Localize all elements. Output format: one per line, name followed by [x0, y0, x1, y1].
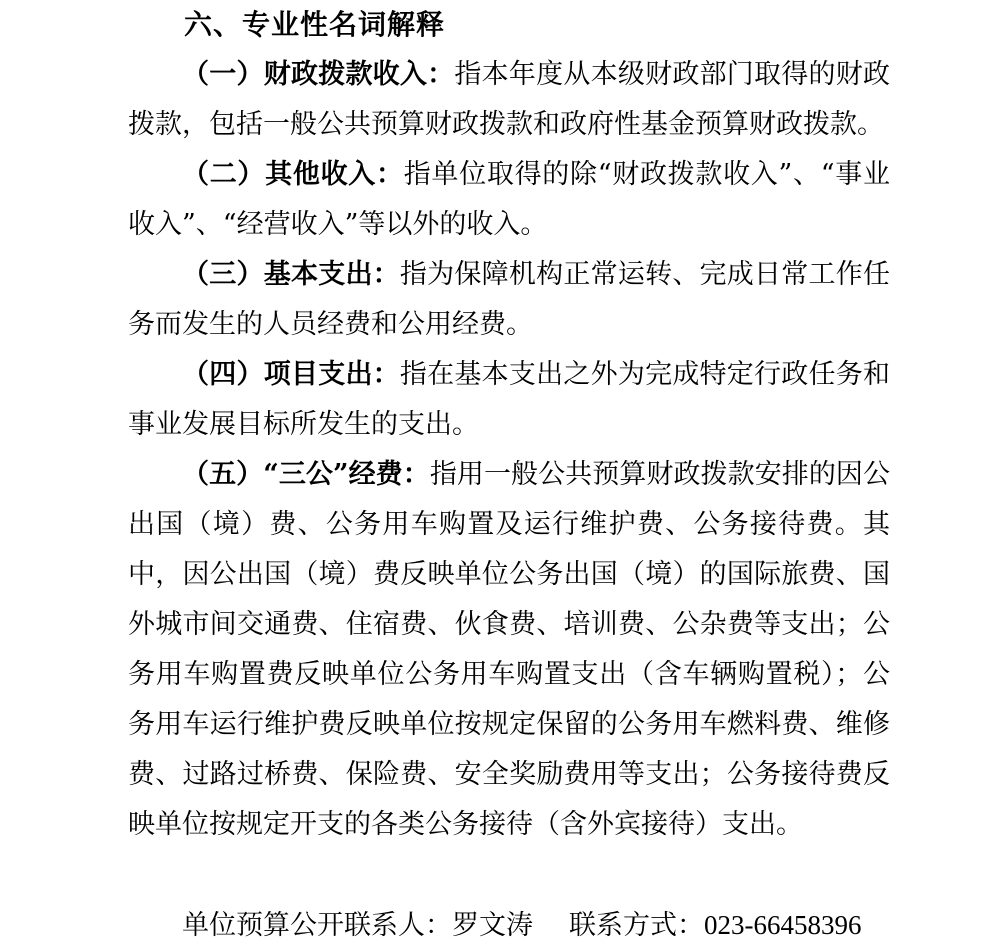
- definition-text: 指单位取得的除“财政拨款收入”、“事业收入”、“经营收入”等以外的收入。: [128, 159, 890, 240]
- section-heading: 六、专业性名词解释: [184, 8, 446, 41]
- paragraph-list: [128, 50, 890, 850]
- phone-number: 023-66458396: [704, 910, 862, 940]
- phone-label: 联系方式：: [569, 910, 704, 941]
- definition-paragraph: [128, 350, 890, 450]
- definition-paragraph: [128, 450, 890, 850]
- definition-paragraph: [128, 50, 890, 150]
- term-label: （二）其他收入：: [182, 159, 404, 190]
- definition-text: 指本年度从本级财政部门取得的财政拨款，包括一般公共预算财政拨款和政府性基金预算财政拨款。: [128, 59, 891, 140]
- definition-paragraph: [128, 150, 890, 250]
- term-label: （五）“三公”经费：: [182, 459, 430, 490]
- term-label: （一）财政拨款收入：: [182, 59, 455, 90]
- contact-line: [128, 900, 890, 951]
- definition-text: 指用一般公共预算财政拨款安排的因公出国（境）费、公务用车购置及运行维护费、公务接待费。其中，因公出国（境）费反映单位公务出国（境）的国际旅费、国外城市间交通费、住宿费、伙食费、培训费、公杂费等支出；公务用车购置费反映单位公务用车购置支出（含车辆购置税）；公务用车运行维护费反映单位按规定保留的公务用车燃料费、维修费、过路过桥费、保险费、安全奖励费用等支出；公务接待费反映单位按规定开支的各类公务接待（含外宾接待）支出。: [128, 459, 891, 840]
- definition-text: 指为保障机构正常运转、完成日常工作任务而发生的人员经费和公用经费。: [128, 259, 891, 340]
- definition-text: 指在基本支出之外为完成特定行政任务和事业发展目标所发生的支出。: [128, 359, 891, 440]
- definition-paragraph: [128, 250, 890, 350]
- document-page: [128, 0, 890, 951]
- term-label: （三）基本支出：: [182, 259, 400, 290]
- contact-name: 罗文涛: [452, 910, 533, 941]
- term-label: （四）项目支出：: [182, 359, 400, 390]
- contact-label: 单位预算公开联系人：: [182, 910, 452, 941]
